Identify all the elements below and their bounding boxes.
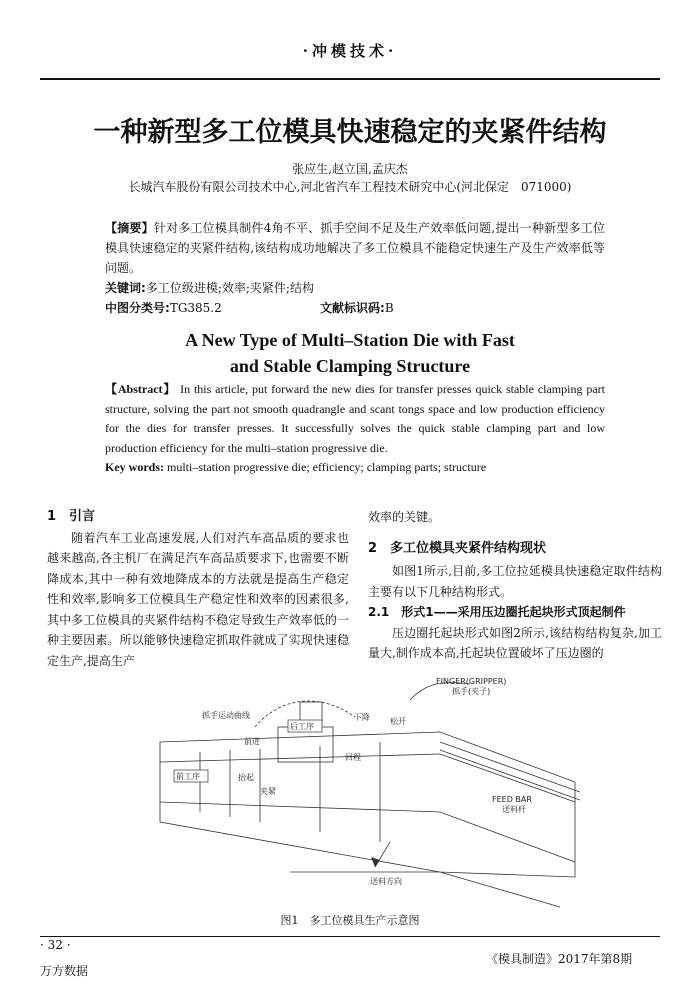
keywords-cn <box>105 279 314 296</box>
english-title-line-1: A New Type of Multi–Station Die with Fast <box>185 330 515 350</box>
abstract-en-text: In this article, put forward the new dies for transfer presses quick stable clamping part structure, solving the part not smooth quadrangle and scant tongs space and low production efficiency for the dies for transfer presses. It successfully solves the quick stable clamping part and low production efficiency for the multi–station progressive die. <box>105 382 605 455</box>
label-gripper-en: FINGER(GRIPPER) <box>436 677 507 686</box>
label-return: 回程 <box>345 753 361 762</box>
doc-code-label: 文献标识码: <box>320 301 385 315</box>
section-2-1-heading: 2.1 形式1——采用压边圈托起块形式顶起制件 <box>368 605 626 619</box>
clc-label: 中图分类号: <box>105 301 170 315</box>
abstract-cn-text: 针对多工位模具制件4角不平、抓手空间不足及生产效率低问题,提出一种新型多工位模具快速稳定的夹紧件结构,该结构成功地解决了多工位模具不能稳定快速生产及生产效率低等问题。 <box>105 221 605 275</box>
clc-value: TG385.2 <box>169 301 222 315</box>
database-watermark: 万方数据 <box>40 964 89 978</box>
abstract-cn <box>105 218 605 278</box>
journal-section-header: ·冲模技术· <box>302 42 398 60</box>
section-2-paragraph: 如图1所示,目前,多工位拉延模具快速稳定取件结构主要有以下几种结构形式。 <box>368 564 662 599</box>
section-1-heading: 1 引言 <box>47 509 96 524</box>
label-feed-bar-cn: 送料杆 <box>502 805 526 814</box>
section-2-1-paragraph: 压边圈托起块形式如图2所示,该结构结构复杂,加工量大,制作成本高,托起块位置破坏了压边圈的 <box>368 625 662 660</box>
english-title <box>0 327 700 379</box>
keywords-en <box>105 460 605 475</box>
right-column <box>368 507 662 664</box>
section-1-paragraph: 随着汽车工业高速发展,人们对汽车高品质的要求也越来越高,各主机厂在满足汽车高品质要求下,也需要不断降成本,其中一种有效地降成本的方法就是提高生产稳定性和效率,影响多工位模具生产稳定性和效率的因素很多,其中多工位模具的夹紧件结构不稳定导致生产效率低的一种主要因素。所以能够快速稳定抓取件就成了实现快速稳定生产,提高生产 <box>47 530 349 668</box>
keywords-cn-label: 关键词: <box>105 281 146 295</box>
section-2-heading: 2 多工位模具夹紧件结构现状 <box>368 540 547 556</box>
keywords-cn-text: 多工位级进模;效率;夹紧件;结构 <box>145 281 314 295</box>
doc-code-value: B <box>384 301 394 315</box>
abstract-en <box>105 380 605 458</box>
abstract-en-label: 【Abstract】 <box>105 382 177 396</box>
continued-text: 效率的关键。 <box>368 510 441 524</box>
page-number: · 32 · <box>40 938 71 952</box>
paper-title: 一种新型多工位模具快速稳定的夹紧件结构 <box>93 117 607 148</box>
feed-bar <box>440 742 580 792</box>
feed-direction-arrow-head <box>371 857 380 867</box>
label-prev-station: 前工序 <box>176 772 200 781</box>
figure-1-caption: 图1 多工位模具生产示意图 <box>280 914 420 927</box>
label-lift: 抬起 <box>238 773 254 782</box>
footer-rule <box>40 936 660 937</box>
left-column <box>47 507 349 671</box>
die-base-line <box>290 872 560 907</box>
upper-block <box>300 702 322 722</box>
label-feed-direction: 送料方向 <box>370 877 402 886</box>
abstract-cn-label: 【摘要】 <box>105 221 154 235</box>
label-next-station: 后工序 <box>290 722 314 731</box>
label-release: 松开 <box>390 717 406 726</box>
keywords-en-label: Key words: <box>105 460 164 474</box>
label-clamp: 夹紧 <box>260 787 276 796</box>
label-feed-bar-en: FEED BAR <box>492 795 532 804</box>
english-title-line-2: and Stable Clamping Structure <box>229 356 471 376</box>
label-down: 下降 <box>354 713 370 722</box>
affiliation: 长城汽车股份有限公司技术中心,河北省汽车工程技术研究中心(河北保定 071000) <box>128 180 572 194</box>
authors: 张应生,赵立国,孟庆杰 <box>292 162 408 176</box>
doc-code <box>320 299 394 316</box>
journal-issue: 《模具制造》2017年第8期 <box>486 952 633 966</box>
label-gripper-curve: 抓手运动曲线 <box>202 711 250 720</box>
header-rule <box>40 78 660 80</box>
classification-line <box>105 299 605 316</box>
figure-1-drawing <box>140 672 580 910</box>
label-gripper-cn: 抓手(夹子) <box>452 687 491 696</box>
label-forward: 前进 <box>244 737 260 746</box>
keywords-en-text: multi–station progressive die; efficiency; clamping parts; structure <box>167 460 487 474</box>
